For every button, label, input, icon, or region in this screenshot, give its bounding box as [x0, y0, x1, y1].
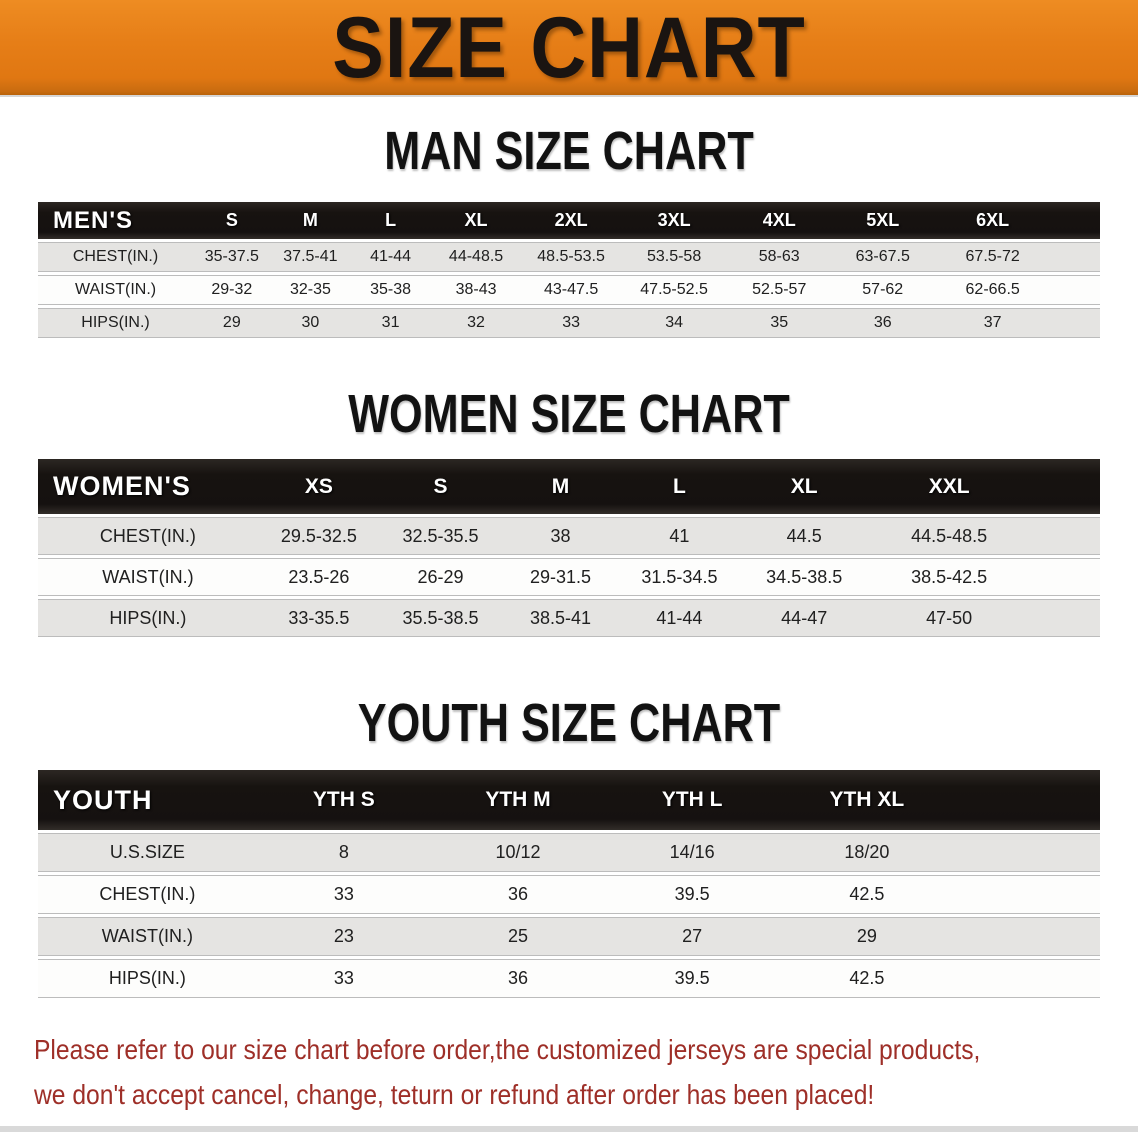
table-cell: 47-50: [870, 599, 1029, 637]
row-label: CHEST(IN.): [38, 242, 193, 272]
table-cell: 33-35.5: [258, 599, 380, 637]
table-cell: 29.5-32.5: [258, 517, 380, 555]
table-cell: 39.5: [605, 959, 779, 998]
youth-col-yth-s: YTH S: [257, 770, 431, 830]
table-cell: 38.5-41: [501, 599, 620, 637]
women-size-table: [38, 456, 1100, 640]
row-label: WAIST(IN.): [38, 558, 258, 596]
table-cell: 43-47.5: [521, 275, 621, 305]
row-spacer: [954, 959, 1100, 998]
table-cell: 29: [779, 917, 954, 956]
table-cell: 36: [831, 308, 934, 338]
table-cell: 63-67.5: [831, 242, 934, 272]
disclaimer-line-1: Please refer to our size chart before order,the customized jerseys are special products,: [34, 1034, 981, 1065]
table-cell: 44-48.5: [431, 242, 521, 272]
table-cell: 58-63: [727, 242, 831, 272]
table-cell: 44.5: [739, 517, 870, 555]
table-cell: 29-31.5: [501, 558, 620, 596]
table-cell: 37: [934, 308, 1051, 338]
mens-col-s: S: [193, 202, 271, 239]
table-cell: 34.5-38.5: [739, 558, 870, 596]
youth-header-spacer: [954, 770, 1100, 830]
table-cell: 23: [257, 917, 431, 956]
women-size-section: [0, 384, 1138, 640]
row-spacer: [1051, 275, 1100, 305]
banner: [0, 0, 1138, 97]
mens-col-5xl: 5XL: [831, 202, 934, 239]
womens-header-label: WOMEN'S: [38, 459, 258, 514]
mens-col-2xl: 2XL: [521, 202, 621, 239]
row-spacer: [1029, 517, 1100, 555]
row-label: CHEST(IN.): [38, 875, 257, 914]
youth-header-label: YOUTH: [38, 770, 257, 830]
mens-header-label: MEN'S: [38, 202, 193, 239]
table-cell: 44-47: [739, 599, 870, 637]
table-cell: 18/20: [779, 833, 954, 872]
table-cell: 52.5-57: [727, 275, 831, 305]
table-cell: 41-44: [620, 599, 739, 637]
womens-col-xxl: XXL: [870, 459, 1029, 514]
youth-row-waist-in: [38, 917, 1100, 956]
table-cell: 44.5-48.5: [870, 517, 1029, 555]
table-cell: 35.5-38.5: [380, 599, 501, 637]
table-cell: 32: [431, 308, 521, 338]
row-label: WAIST(IN.): [38, 917, 257, 956]
table-cell: 35: [727, 308, 831, 338]
table-cell: 39.5: [605, 875, 779, 914]
womens-col-m: M: [501, 459, 620, 514]
disclaimer-line-2: we don't accept cancel, change, teturn or refund after order has been placed!: [34, 1079, 875, 1110]
table-cell: 25: [431, 917, 605, 956]
table-cell: 26-29: [380, 558, 501, 596]
row-spacer: [954, 875, 1100, 914]
women-size-heading: WOMEN SIZE CHART: [348, 384, 790, 444]
youth-size-heading: YOUTH SIZE CHART: [357, 693, 781, 753]
youth-col-yth-xl: YTH XL: [779, 770, 954, 830]
womens-row-hips-in: [38, 599, 1100, 637]
row-spacer: [954, 833, 1100, 872]
mens-col-6xl: 6XL: [934, 202, 1051, 239]
table-cell: 35-38: [350, 275, 431, 305]
table-cell: 41: [620, 517, 739, 555]
table-cell: 31: [350, 308, 431, 338]
table-cell: 29: [193, 308, 271, 338]
youth-col-yth-l: YTH L: [605, 770, 779, 830]
table-cell: 47.5-52.5: [621, 275, 727, 305]
table-cell: 32-35: [271, 275, 351, 305]
table-cell: 37.5-41: [271, 242, 351, 272]
disclaimer: [34, 1027, 1138, 1117]
womens-row-chest-in: [38, 517, 1100, 555]
womens-col-xs: XS: [258, 459, 380, 514]
table-cell: 48.5-53.5: [521, 242, 621, 272]
table-cell: 23.5-26: [258, 558, 380, 596]
row-spacer: [1029, 599, 1100, 637]
mens-col-m: M: [271, 202, 351, 239]
mens-header-spacer: [1051, 202, 1100, 239]
womens-col-xl: XL: [739, 459, 870, 514]
table-cell: 29-32: [193, 275, 271, 305]
womens-col-l: L: [620, 459, 739, 514]
table-cell: 42.5: [779, 959, 954, 998]
youth-row-hips-in: [38, 959, 1100, 998]
man-size-section: [0, 121, 1138, 341]
row-label: CHEST(IN.): [38, 517, 258, 555]
row-label: HIPS(IN.): [38, 599, 258, 637]
table-cell: 33: [257, 875, 431, 914]
table-cell: 35-37.5: [193, 242, 271, 272]
table-cell: 8: [257, 833, 431, 872]
table-cell: 67.5-72: [934, 242, 1051, 272]
banner-title: SIZE CHART: [332, 0, 806, 96]
row-spacer: [954, 917, 1100, 956]
table-cell: 31.5-34.5: [620, 558, 739, 596]
row-label: HIPS(IN.): [38, 959, 257, 998]
mens-col-3xl: 3XL: [621, 202, 727, 239]
womens-header-spacer: [1029, 459, 1100, 514]
mens-col-xl: XL: [431, 202, 521, 239]
youth-size-table: [38, 767, 1100, 1001]
mens-row-waist-in: [38, 275, 1100, 305]
table-cell: 27: [605, 917, 779, 956]
youth-row-chest-in: [38, 875, 1100, 914]
row-label: WAIST(IN.): [38, 275, 193, 305]
man-size-table: [38, 199, 1100, 341]
table-cell: 33: [257, 959, 431, 998]
table-cell: 53.5-58: [621, 242, 727, 272]
mens-row-hips-in: [38, 308, 1100, 338]
womens-col-s: S: [380, 459, 501, 514]
table-cell: 38.5-42.5: [870, 558, 1029, 596]
bottom-strip: [0, 1126, 1138, 1132]
mens-col-4xl: 4XL: [727, 202, 831, 239]
table-cell: 33: [521, 308, 621, 338]
man-size-heading: MAN SIZE CHART: [384, 121, 754, 181]
youth-header-row: [38, 770, 1100, 830]
table-cell: 36: [431, 959, 605, 998]
row-spacer: [1051, 308, 1100, 338]
table-cell: 30: [271, 308, 351, 338]
womens-header-row: [38, 459, 1100, 514]
table-cell: 57-62: [831, 275, 934, 305]
womens-row-waist-in: [38, 558, 1100, 596]
mens-header-row: [38, 202, 1100, 239]
table-cell: 10/12: [431, 833, 605, 872]
table-cell: 42.5: [779, 875, 954, 914]
table-cell: 62-66.5: [934, 275, 1051, 305]
youth-col-yth-m: YTH M: [431, 770, 605, 830]
row-label: U.S.SIZE: [38, 833, 257, 872]
table-cell: 38-43: [431, 275, 521, 305]
row-label: HIPS(IN.): [38, 308, 193, 338]
row-spacer: [1029, 558, 1100, 596]
table-cell: 34: [621, 308, 727, 338]
table-cell: 41-44: [350, 242, 431, 272]
row-spacer: [1051, 242, 1100, 272]
youth-size-section: [0, 693, 1138, 1001]
table-cell: 14/16: [605, 833, 779, 872]
table-cell: 32.5-35.5: [380, 517, 501, 555]
mens-row-chest-in: [38, 242, 1100, 272]
table-cell: 36: [431, 875, 605, 914]
mens-col-l: L: [350, 202, 431, 239]
youth-row-u-s-size: [38, 833, 1100, 872]
table-cell: 38: [501, 517, 620, 555]
